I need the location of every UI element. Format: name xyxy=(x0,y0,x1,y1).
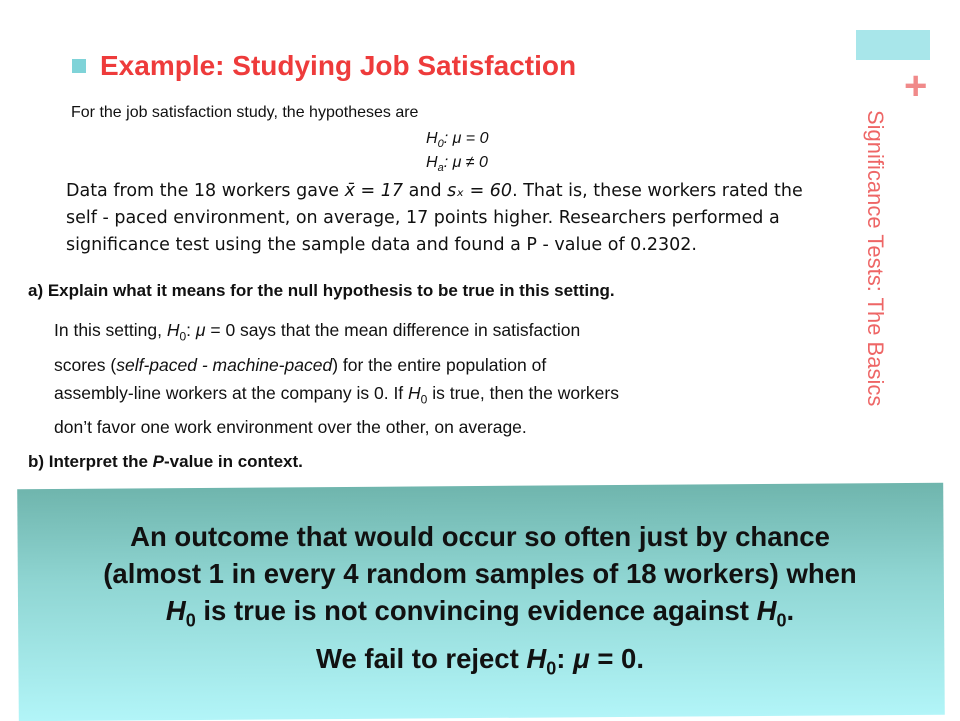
question-b: b) Interpret the P-value in context. xyxy=(28,452,303,471)
answer-a: In this setting, $H_0$: μ = 0 says that the mean difference in satisfaction scores (self-paced - machine-paced) for the entire population of assembly-line workers at the company is 0. If $H_0$ is true, then the workers don’t favor one work environment over the other, on average. xyxy=(54,320,619,437)
accent-bar xyxy=(856,30,930,60)
slide-header xyxy=(72,50,576,82)
data-summary xyxy=(66,178,836,259)
square-bullet-icon xyxy=(72,59,86,73)
intro-text: For the job satisfaction study, the hypotheses are xyxy=(71,104,419,121)
plus-icon: + xyxy=(904,64,928,108)
sample-mean: x̄ = 17 xyxy=(344,181,404,201)
data-line-3: significance test using the sample data and found a P - value of 0.2302. xyxy=(66,235,697,255)
data-line-2: self - paced environment, on average, 17 points higher. Researchers performed a xyxy=(66,208,780,228)
null-hypothesis: $H_0$: μ = 0 xyxy=(426,130,489,151)
section-title: Significance Tests: The Basics xyxy=(863,110,888,407)
question-a: a) Explain what it means for the null hypothesis to be true in this setting. xyxy=(28,281,615,300)
data-line-1: Data from the 18 workers gave x̄ = 17 and sₓ = 60. That is, these workers rated the xyxy=(66,181,803,201)
sample-sd: sₓ = 60 xyxy=(447,181,513,201)
conclusion-text: An outcome that would occur so often just by chance (almost 1 in every 4 random samples of 18 workers) when $H_0$ is true is not convincing evidence against $H_0$. We fail to reject $H_0$: μ = 0. xyxy=(103,521,857,678)
alternative-hypothesis: $H_a$: μ ≠ 0 xyxy=(426,154,488,175)
slide-title: Example: Studying Job Satisfaction xyxy=(100,50,577,81)
